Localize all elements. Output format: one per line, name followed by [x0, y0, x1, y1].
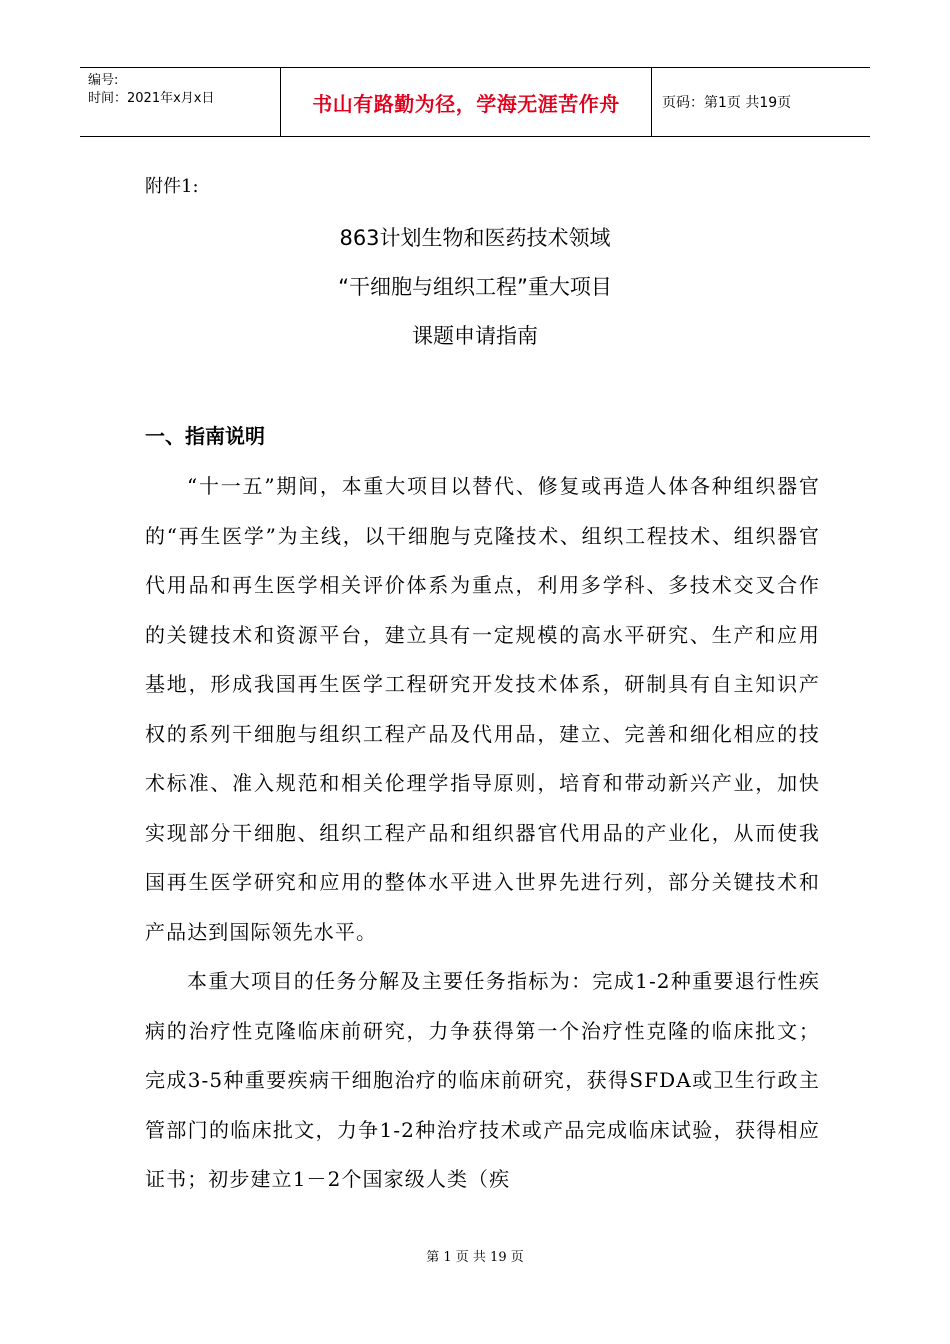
header-motto: 书山有路勤为径，学海无涯苦作舟	[280, 68, 652, 136]
paragraph-2: 本重大项目的任务分解及主要任务指标为：完成1-2种重要退行性疾病的治疗性克隆临床前研究，力争获得第一个治疗性克隆的临床批文；完成3-5种重要疾病干细胞治疗的临床前研究，获得SFDA或卫生行政主管部门的临床批文，力争1-2种治疗技术或产品完成临床试验，获得相应证书；初步建立1－2个国家级人类（疾	[145, 969, 820, 1191]
title-line-1: 863计划生物和医药技术领域	[339, 226, 611, 250]
page-header	[80, 67, 870, 137]
page-footer: 第 1 页 共 19 页	[426, 1250, 524, 1265]
number-label: 编号:	[88, 73, 119, 88]
section-body	[145, 462, 820, 1205]
attachment-label: 附件1:	[145, 176, 199, 197]
paragraph-1: “十一五”期间，本重大项目以替代、修复或再造人体各种组织器官的“再生医学”为主线，以干细胞与克隆技术、组织工程技术、组织器官代用品和再生医学相关评价体系为重点，利用多学科、多技术交叉合作的关键技术和资源平台，建立具有一定规模的高水平研究、生产和应用基地，形成我国再生医学工程研究开发技术体系，研制具有自主知识产权的系列干细胞与组织工程产品及代用品，建立、完善和细化相应的技术标准、准入规范和相关伦理学指导原则，培育和带动新兴产业，加快实现部分干细胞、组织工程产品和组织器官代用品的产业化，从而使我国再生医学研究和应用的整体水平进入世界先进行列，部分关键技术和产品达到国际领先水平。	[145, 474, 820, 944]
time-label: 时间：2021年x月x日	[88, 91, 215, 106]
title-line-3: 课题申请指南	[412, 324, 538, 348]
title-line-2: “干细胞与组织工程”重大项目	[338, 275, 612, 299]
section-heading: 一、指南说明	[145, 424, 265, 448]
header-meta	[80, 68, 280, 136]
header-page-info: 页码：第1页 共19页	[662, 95, 792, 111]
